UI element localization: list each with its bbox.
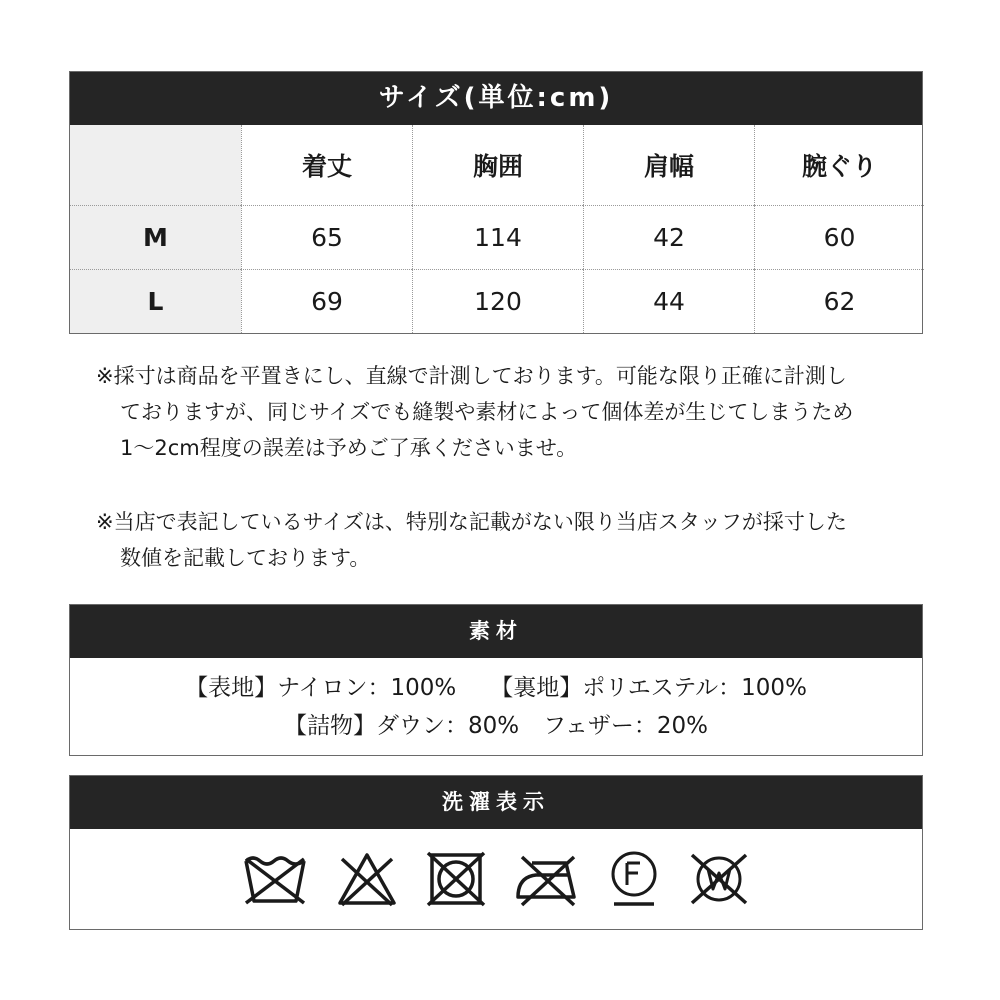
- fill-down: 【詰物】ダウン：80%: [283, 713, 520, 739]
- column-header: 着丈: [241, 125, 412, 205]
- row-label: M: [70, 205, 241, 269]
- table-row: [70, 269, 922, 333]
- no-iron-icon: [514, 851, 580, 907]
- size-note: [96, 504, 926, 576]
- size-table-title: サイズ(単位:cm): [70, 72, 922, 125]
- care-icons: [70, 829, 922, 929]
- note-line: 1〜2cm程度の誤差は予めご了承くださいませ。: [120, 436, 578, 460]
- dry-clean-f-icon: [608, 849, 660, 909]
- size-table-header-row: [70, 125, 922, 205]
- corner-cell: [70, 125, 241, 205]
- no-tumble-dry-icon: [426, 851, 486, 907]
- outer-material: 【表地】ナイロン：100%: [185, 675, 457, 701]
- material-box: [69, 604, 923, 756]
- table-cell: 42: [583, 205, 754, 269]
- table-cell: 69: [241, 269, 412, 333]
- care-title: 洗濯表示: [70, 776, 922, 829]
- note-line: ておりますが、同じサイズでも縫製や素材によって個体差が生じてしまうため: [120, 400, 854, 424]
- table-cell: 114: [412, 205, 583, 269]
- size-table: [69, 71, 923, 334]
- note-line: ※採寸は商品を平置きにし、直線で計測しております。可能な限り正確に計測し: [96, 364, 847, 388]
- no-bleach-icon: [336, 851, 398, 907]
- table-cell: 44: [583, 269, 754, 333]
- material-title: 素材: [70, 605, 922, 658]
- no-wet-clean-icon: [688, 851, 750, 907]
- row-label: L: [70, 269, 241, 333]
- column-header: 胸囲: [412, 125, 583, 205]
- material-line: [70, 669, 922, 707]
- note-line: 数値を記載しております。: [120, 546, 371, 570]
- lining-material: 【裏地】ポリエステル：100%: [490, 675, 807, 701]
- material-body: [70, 658, 922, 745]
- measurement-note: [96, 358, 926, 466]
- fill-feather: フェザー：20%: [543, 713, 709, 739]
- table-cell: 65: [241, 205, 412, 269]
- care-box: [69, 775, 923, 930]
- no-wash-icon: [242, 851, 308, 907]
- note-line: ※当店で表記しているサイズは、特別な記載がない限り当店スタッフが採寸した: [96, 510, 847, 534]
- table-row: [70, 205, 922, 269]
- table-cell: 120: [412, 269, 583, 333]
- table-cell: 60: [754, 205, 924, 269]
- material-line: [70, 707, 922, 745]
- table-cell: 62: [754, 269, 924, 333]
- column-header: 肩幅: [583, 125, 754, 205]
- column-header: 腕ぐり: [754, 125, 924, 205]
